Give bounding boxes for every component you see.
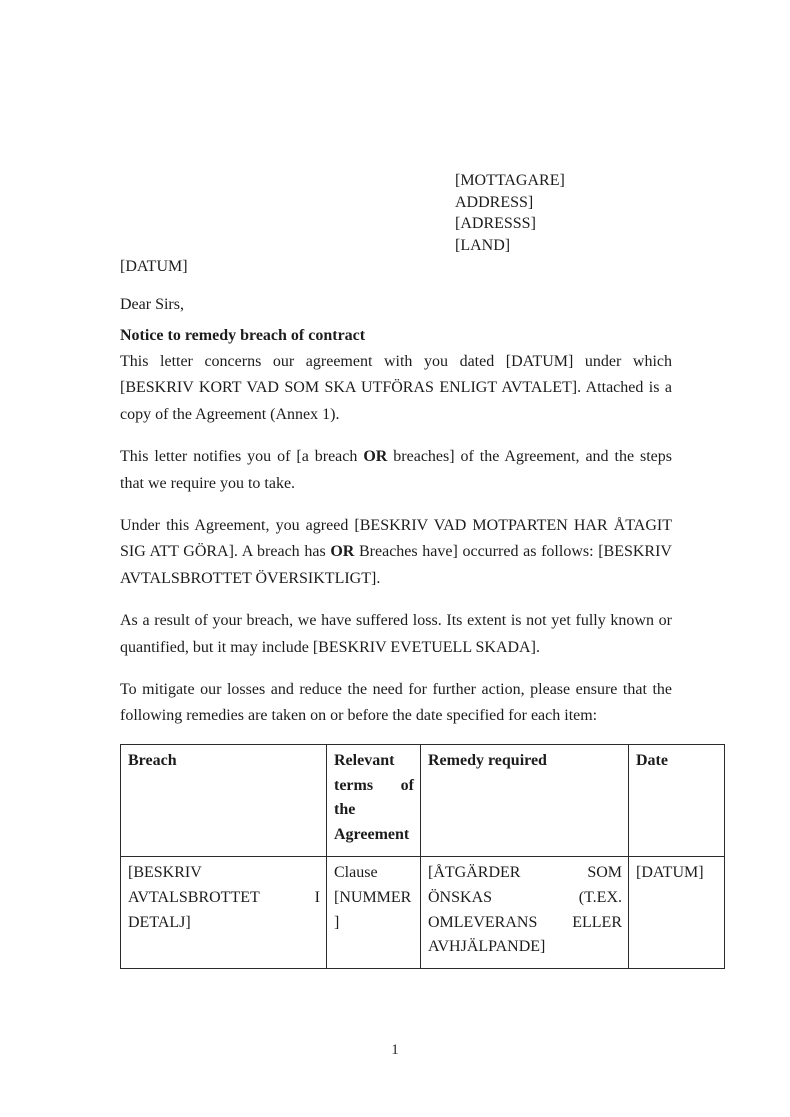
paragraph-3-text-a: Under this Agreement, you agreed [BESKRIV VAD MOTPARTEN HAR ÅTAGIT SIG ATT GÖRA]. A breach has xyxy=(120,517,672,561)
cell-breach-description: [BESKRIV AVTALSBROTTET I DETALJ] xyxy=(121,857,327,969)
cell-remedy-description: [ÅTGÄRDER SOM ÖNSKAS (T.EX. OMLEVERANS ELLER AVHJÄLPANDE] xyxy=(421,857,629,969)
paragraph-2-text-b: breaches] of the Agreement, and the steps that we require you to take. xyxy=(120,448,672,492)
recipient-name-line: [MOTTAGARE] xyxy=(455,172,565,189)
paragraph-2 xyxy=(120,444,672,497)
paragraph-3-text-b: Breaches have] occurred as follows: [BESKRIV AVTALSBROTTET ÖVERSIKTLIGT]. xyxy=(120,543,672,587)
bold-or: OR xyxy=(363,448,388,466)
page-number: 1 xyxy=(391,1042,399,1058)
header-cell-breach: Breach xyxy=(121,744,327,856)
paragraph-4: As a result of your breach, we have suffered loss. Its extent is not yet fully known or quantified, but it may include [BESKRIV EVETUELL SKADA]. xyxy=(120,612,672,656)
paragraph-2-text-a: This letter notifies you of [a breach xyxy=(120,448,364,466)
paragraph-5: To mitigate our losses and reduce the need for further action, please ensure that the following remedies are taken on or before the date specified for each item: xyxy=(120,681,672,725)
salutation: Dear Sirs, xyxy=(120,296,184,313)
cell-clause-number: Clause [NUMMER] xyxy=(327,857,421,969)
remedies-table xyxy=(120,744,725,969)
header-cell-date: Date xyxy=(629,744,725,856)
header-cell-remedy-required: Remedy required xyxy=(421,744,629,856)
paragraph-3 xyxy=(120,513,672,592)
table-row xyxy=(121,857,725,969)
recipient-address-line-1: ADDRESS] xyxy=(455,193,534,211)
header-cell-relevant-terms: Relevant terms of the Agreement xyxy=(327,744,421,856)
letter-date: [DATUM] xyxy=(120,258,188,275)
paragraph-1: This letter concerns our agreement with you dated [DATUM] under which [BESKRIV KORT VAD SOM SKA UTFÖRAS ENLIGT AVTALET]. Attached is a copy of the Agreement (Annex 1). xyxy=(120,353,672,423)
recipient-country-line: [LAND] xyxy=(455,236,511,254)
recipient-address-line-2: [ADRESSS] xyxy=(455,215,536,232)
subject-heading: Notice to remedy breach of contract xyxy=(120,327,366,344)
cell-date: [DATUM] xyxy=(629,857,725,969)
bold-or: OR xyxy=(330,543,355,561)
table-header-row xyxy=(121,744,725,856)
recipient-address-block xyxy=(455,170,672,256)
